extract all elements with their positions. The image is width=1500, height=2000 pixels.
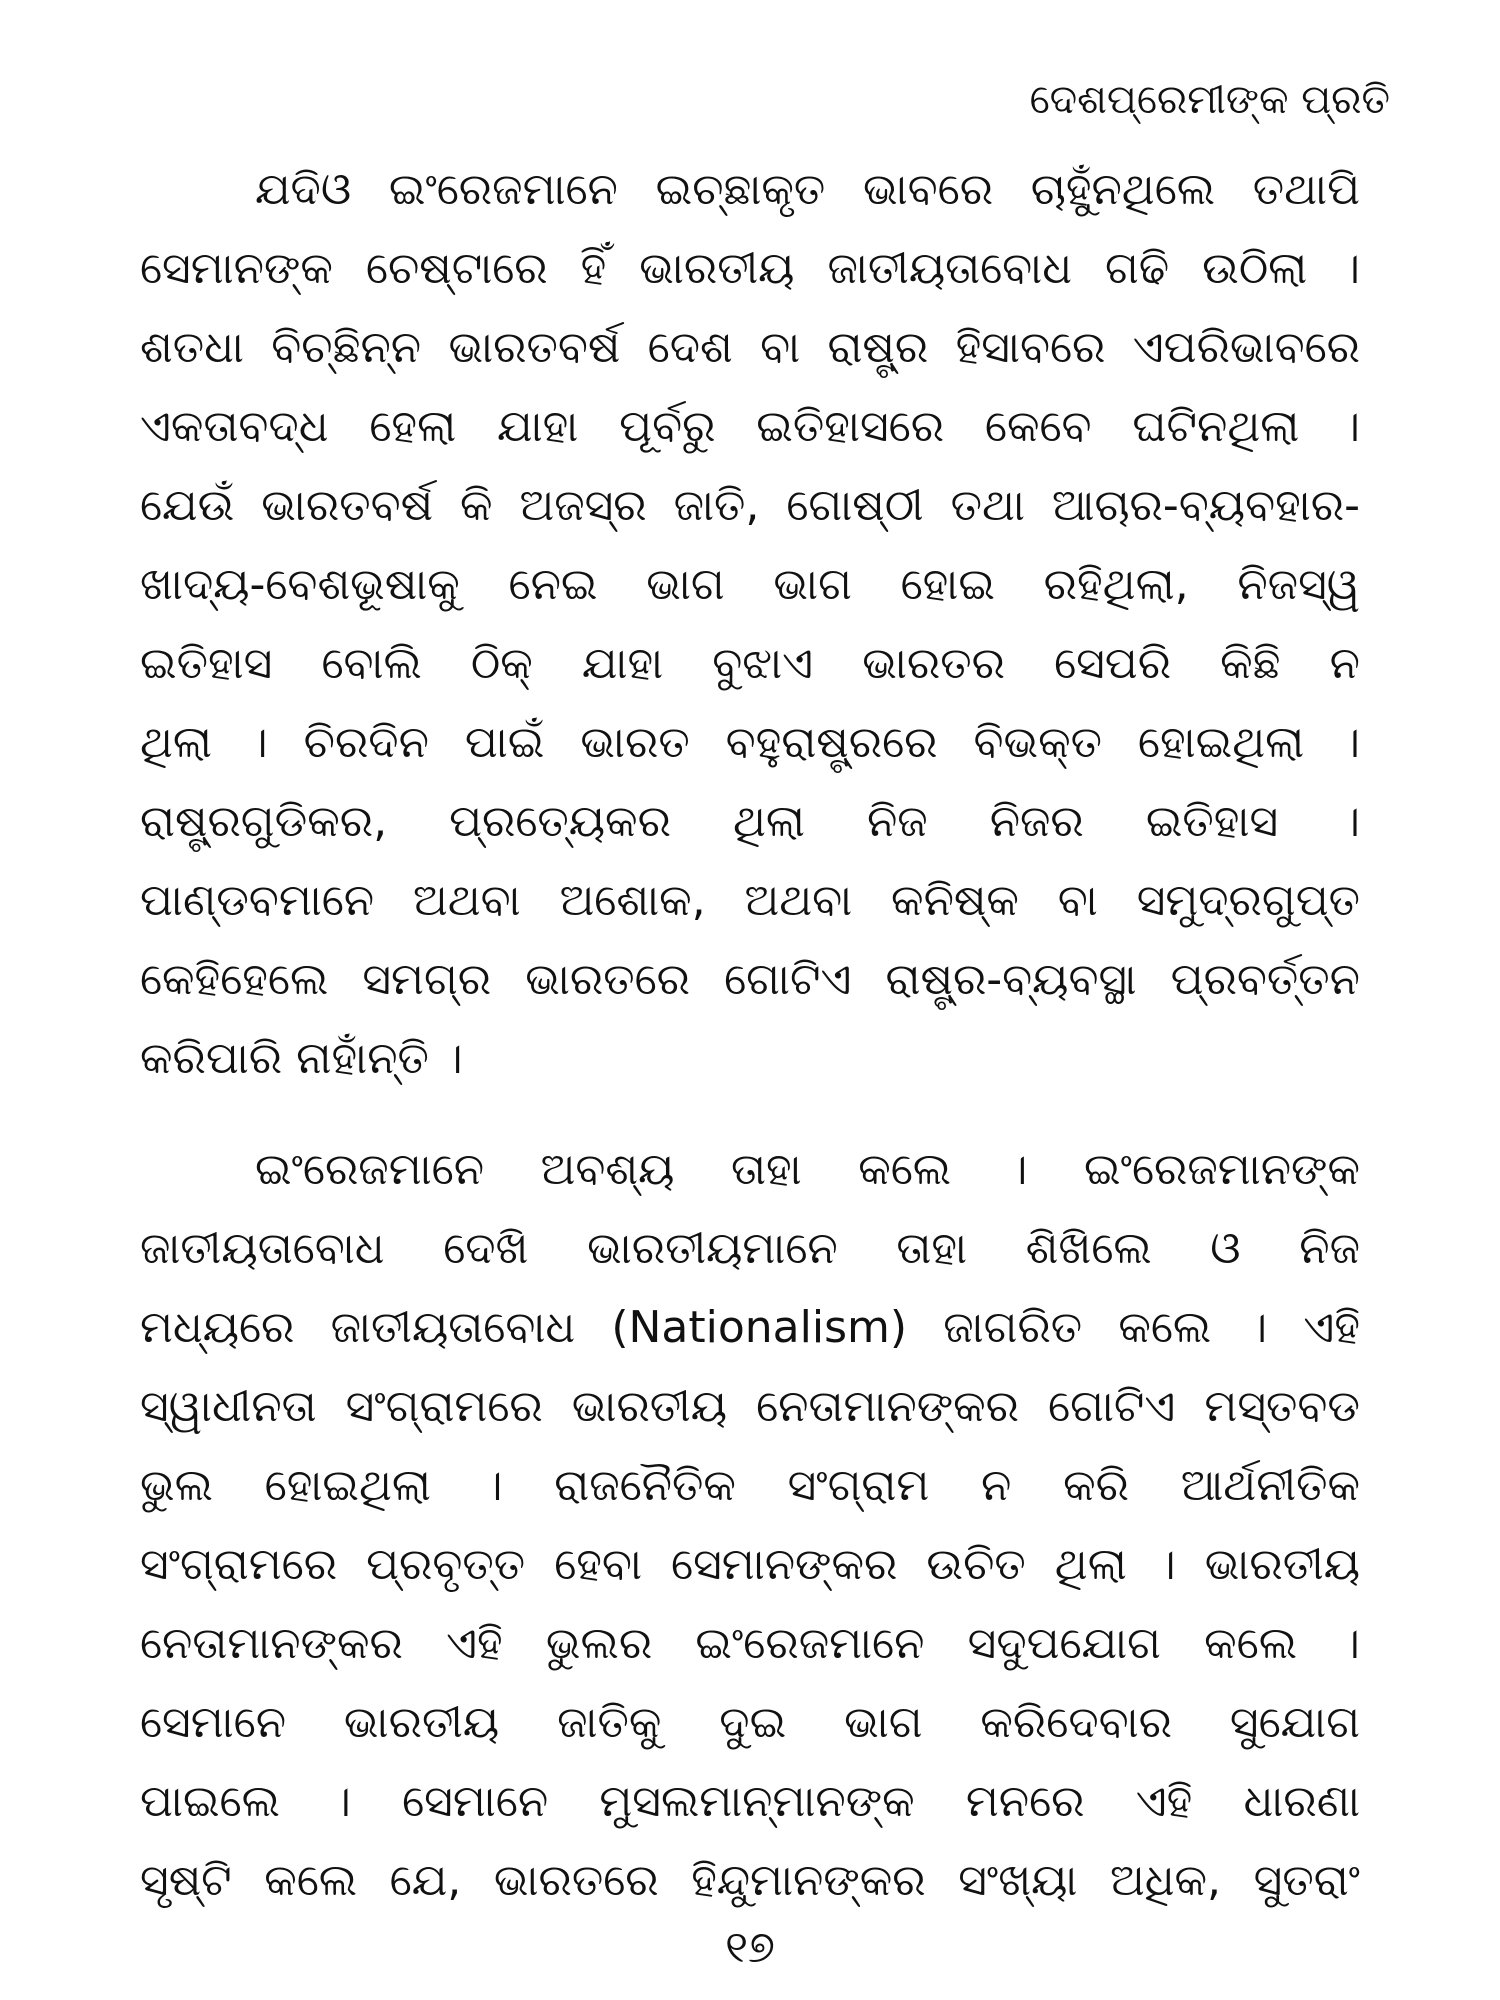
text-line: ମଧ୍ୟରେ ଜାତୀୟତାବୋଧ (Nationalism) ଜାଗରିତ କଲେ । ଏହି	[140, 1302, 1360, 1353]
text-line: ପାଇଲେ । ସେମାନେ ମୁସଲମାନ୍‌ମାନଙ୍କ ମନରେ ଏହି ଧାରଣା	[140, 1776, 1360, 1827]
page-number: ୧୭	[725, 1922, 775, 1973]
text-line: ଯଦିଓ ଇଂରେଜମାନେ ଇଚ୍ଛାକୃତ ଭାବରେ ଚାହୁଁନଥିଲେ ତଥାପି	[255, 164, 1360, 215]
text-line: ଥିଲା । ଚିରଦିନ ପାଇଁ ଭାରତ ବହୁରାଷ୍ଟ୍ରରେ ବିଭକ୍ତ ହୋଇଥିଲା ।	[140, 717, 1360, 768]
text-line: ସେମାନଙ୍କ ଚେଷ୍ଟାରେ ହିଁ ଭାରତୀୟ ଜାତୀୟତାବୋଧ ଗଢି ଉଠିଲା ।	[140, 243, 1360, 294]
text-line: ଇଂରେଜମାନେ ଅବଶ୍ୟ ତାହା କଲେ । ଇଂରେଜମାନଙ୍କ	[255, 1144, 1360, 1195]
paragraph-2	[140, 1130, 1360, 1920]
text-line: ସଂଗ୍ରାମରେ ପ୍ରବୃତ୍ତ ହେବା ସେମାନଙ୍କର ଉଚିତ ଥିଲା । ଭାରତୀୟ	[140, 1539, 1360, 1590]
paragraph-1	[140, 150, 1360, 1098]
text-line: ଇତିହାସ ବୋଲି ଠିକ୍ ଯାହା ବୁଝାଏ ଭାରତର ସେପରି କିଛି ନ	[140, 638, 1360, 689]
text-line: କେହିହେଲେ ସମଗ୍ର ଭାରତରେ ଗୋଟିଏ ରାଷ୍ଟ୍ର-ବ୍ୟବସ୍ଥା ପ୍ରବର୍ତ୍ତନ	[140, 954, 1360, 1005]
body-text	[140, 150, 1360, 1920]
text-line: କରିପାରି ନାହାଁନ୍ତି ।	[140, 1033, 463, 1084]
running-head: ଦେଶପ୍ରେମୀଙ୍କ ପ୍ରତି	[1029, 77, 1390, 123]
paragraph-gap	[140, 1098, 1360, 1130]
text-line: ସେମାନେ ଭାରତୀୟ ଜାତିକୁ ଦୁଇ ଭାଗ କରିଦେବାର ସୁଯୋଗ	[140, 1697, 1360, 1748]
text-line: ସ୍ୱାଧୀନତା ସଂଗ୍ରାମରେ ଭାରତୀୟ ନେତାମାନଙ୍କର ଗୋଟିଏ ମସ୍ତବଡ	[140, 1381, 1360, 1432]
text-line: ଶତଧା ବିଚ୍ଛିନ୍ନ ଭାରତବର୍ଷ ଦେଶ ବା ରାଷ୍ଟ୍ର ହିସାବରେ ଏପରିଭାବରେ	[140, 322, 1360, 373]
text-line: ଭୁଲ ହୋଇଥିଲା । ରାଜନୈତିକ ସଂଗ୍ରାମ ନ କରି ଆର୍ଥନୀତିକ	[140, 1460, 1360, 1511]
text-line: ସୃଷ୍ଟି କଲେ ଯେ, ଭାରତରେ ହିନ୍ଦୁମାନଙ୍କର ସଂଖ୍ୟା ଅଧିକ, ସୁତରାଂ	[140, 1855, 1360, 1906]
text-line: ଯେଉଁ ଭାରତବର୍ଷ କି ଅଜସ୍ର ଜାତି, ଗୋଷ୍ଠୀ ତଥା ଆଚାର-ବ୍ୟବହାର-	[140, 480, 1360, 531]
text-line: ଏକତାବଦ୍ଧ ହେଲା ଯାହା ପୂର୍ବରୁ ଇତିହାସରେ କେବେ ଘଟିନଥିଲା ।	[140, 401, 1360, 452]
text-line: ପାଣ୍ଡବମାନେ ଅଥବା ଅଶୋକ, ଅଥବା କନିଷ୍କ ବା ସମୁଦ୍ରଗୁପ୍ତ	[140, 875, 1360, 926]
text-line: ନେତାମାନଙ୍କର ଏହି ଭୁଲର ଇଂରେଜମାନେ ସଦୁପଯୋଗ କଲେ ।	[140, 1618, 1360, 1669]
text-line: ଖାଦ୍ୟ-ବେଶଭୂଷାକୁ ନେଇ ଭାଗ ଭାଗ ହୋଇ ରହିଥିଲା, ନିଜସ୍ୱ	[140, 559, 1360, 610]
text-line: ଜାତୀୟତାବୋଧ ଦେଖି ଭାରତୀୟମାନେ ତାହା ଶିଖିଲେ ଓ ନିଜ	[140, 1223, 1360, 1274]
text-line: ରାଷ୍ଟ୍ରଗୁଡିକର, ପ୍ରତ୍ୟେକର ଥିଲା ନିଜ ନିଜର ଇତିହାସ ।	[140, 796, 1360, 847]
